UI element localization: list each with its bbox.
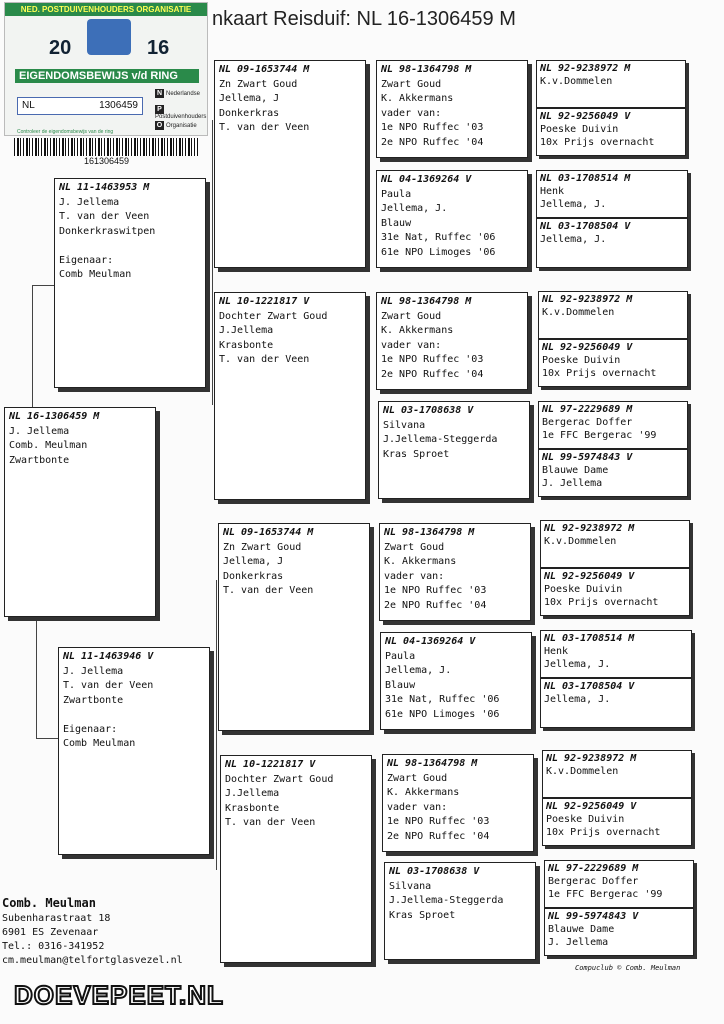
ggp-line: 1e NPO Ruffec '03 [384,585,487,596]
ring-side-n: N Nederlandse [156,90,201,97]
subject-ring: NL 16-1306459 M [9,411,100,422]
gen5-card [536,218,688,268]
grandparent-line: Donkerkras [223,570,284,582]
connector [32,285,54,286]
grandparent-line: Jellema, J [219,93,280,104]
dam-line: T. van der Veen [63,680,154,691]
ggp-line: Blauw [385,679,416,691]
owner-phone: Tel.: 0316-341952 [2,941,105,952]
gen5-ring: NL 92-9238972 M [546,753,637,764]
gen5-line: Bergerac Doffer [542,417,633,428]
gen5-ring: NL 92-9256049 V [540,111,631,122]
grandparent-line: Jellema, J [223,556,284,567]
sire-line: Comb Meulman [59,269,132,280]
ggp-line: vader van: [381,339,442,351]
grandparent-line: T. van der Veen [223,585,314,596]
ring-year-left: 20 [49,37,72,59]
gen5-line: J. Jellema [542,478,603,489]
grandparent-line: Zn Zwart Goud [219,78,298,90]
gen5-card [540,678,692,728]
ggp-line: Zwart Goud [384,541,445,553]
ggp-line: K. Akkermans [387,787,460,798]
gen5-card [540,568,690,616]
gen5-ring: NL 97-2229689 M [548,863,639,874]
gen5-line: Blauwe Dame [542,465,609,476]
gen5-line: K.v.Dommelen [542,307,615,318]
grandparent-card [214,60,366,268]
ggp-line: 2e NPO Ruffec '04 [384,599,487,611]
great-grandparent-card [376,170,528,268]
ggp-line: K. Akkermans [381,93,454,104]
ggp-line: K. Akkermans [381,325,454,336]
gen5-card [542,798,692,846]
ring-certificate [4,2,208,136]
gen5-card [544,860,694,908]
dam-line [63,708,205,723]
ggp-line: Blauw [381,217,412,229]
sire-line: Donkerkraswitpen [59,225,156,237]
great-grandparent-card [380,632,532,730]
gen5-line: K.v.Dommelen [540,76,613,87]
gen5-ring: NL 03-1708504 V [544,681,635,692]
ggp-line: vader van: [381,107,442,119]
gen5-line: Poeske Duivin [544,584,623,595]
great-grandparent-card [384,862,536,960]
gen5-line: 1e FFC Bergerac '99 [548,889,663,900]
ggp-ring: NL 03-1708638 V [383,405,474,416]
ggp-line: Kras Sproet [389,909,456,921]
grandparent-card [220,755,372,963]
gen5-ring: NL 92-9256049 V [546,801,637,812]
gen5-ring: NL 92-9256049 V [542,342,633,353]
gen5-card [536,60,686,108]
gen5-ring: NL 97-2229689 M [542,404,633,415]
gen5-line: Poeske Duivin [540,124,619,135]
ring-country: NL [22,100,35,111]
ggp-line: Jellema, J. [385,665,452,676]
grandparent-line: J.Jellema [225,788,280,799]
gen5-ring: NL 03-1708514 M [540,173,631,184]
owner-email: cm.meulman@telfortglasvezel.nl [2,955,183,966]
ggp-line: 61e NPO Limoges '06 [385,708,500,720]
page-title: nkaart Reisduif: NL 16-1306459 M [212,8,516,30]
gen5-card [538,291,688,339]
grandparent-line: Krasbonte [225,802,280,814]
gen5-line: 10x Prijs overnacht [542,368,657,379]
ring-number: 1306459 [99,100,138,111]
grandparent-ring: NL 10-1221817 V [225,759,316,770]
ggp-line: 2e NPO Ruffec '04 [387,830,490,842]
connector [212,120,213,405]
ggp-line: 31e Nat, Ruffec '06 [381,232,496,243]
grandparent-line: T. van der Veen [219,354,310,365]
ggp-line: 31e Nat, Ruffec '06 [385,694,500,705]
gen5-card [538,449,688,497]
grandparent-line: Krasbonte [219,339,274,351]
ggp-ring: NL 98-1364798 M [381,296,472,307]
gen5-line: Poeske Duivin [546,814,625,825]
connector [32,285,33,410]
ggp-line: Paula [385,650,416,662]
ggp-line: K. Akkermans [384,556,457,567]
ggp-line: 2e NPO Ruffec '04 [381,136,484,148]
ggp-line: vader van: [387,801,448,813]
barcode-icon [14,138,198,156]
owner-street: Subenharastraat 18 [2,913,111,924]
ggp-ring: NL 98-1364798 M [384,527,475,538]
gen5-ring: NL 03-1708504 V [540,221,631,232]
ggp-line: Paula [381,188,412,200]
dam-line: Eigenaar: [63,723,118,735]
ggp-line: 2e NPO Ruffec '04 [381,368,484,380]
grandparent-line: Dochter Zwart Goud [225,773,334,785]
ggp-line: Kras Sproet [383,448,450,460]
sire-card [54,178,206,388]
grandparent-ring: NL 09-1653744 M [223,527,314,538]
gen5-ring: NL 92-9256049 V [544,571,635,582]
gen5-line: Jellema, J. [540,199,607,210]
gen5-line: Blauwe Dame [548,924,615,935]
ggp-line: Silvana [383,419,426,431]
ring-side-p: PPostduivenhouders [155,106,207,120]
gen5-line: 10x Prijs overnacht [544,597,659,608]
ggp-ring: NL 98-1364798 M [387,758,478,769]
gen5-line: K.v.Dommelen [544,536,617,547]
ggp-line: 1e NPO Ruffec '03 [381,122,484,133]
gen5-line: 10x Prijs overnacht [546,827,661,838]
gen5-line: Poeske Duivin [542,355,621,366]
grandparent-line: J.Jellema [219,325,274,336]
great-grandparent-card [379,523,531,621]
dam-ring: NL 11-1463946 V [63,651,154,662]
grandparent-line: Dochter Zwart Goud [219,310,328,322]
ggp-line: Jellema, J. [381,203,448,214]
gen5-ring: NL 92-9238972 M [540,63,631,74]
sire-line [59,239,201,254]
gen5-card [538,339,688,387]
subject-card [4,407,156,617]
sire-line: J. Jellema [59,196,120,208]
ggp-line: Zwart Goud [381,78,442,90]
gen5-ring: NL 99-5974843 V [548,911,639,922]
ggp-ring: NL 04-1369264 V [385,636,476,647]
ggp-line: 1e NPO Ruffec '03 [381,354,484,365]
gen5-line: J. Jellema [548,937,609,948]
dam-line: Zwartbonte [63,694,124,706]
gen5-line: 10x Prijs overnacht [540,137,655,148]
great-grandparent-card [376,60,528,158]
sire-ring: NL 11-1463953 M [59,182,150,193]
owner-city: 6901 ES Zevenaar [2,927,99,938]
gen5-ring: NL 03-1708514 M [544,633,635,644]
subject-line: J. Jellema [9,425,70,437]
dam-card [58,647,210,855]
subject-line: Zwartbonte [9,454,70,466]
lion-logo-icon [87,19,131,55]
ggp-line: 1e NPO Ruffec '03 [387,816,490,827]
gen5-line: 1e FFC Bergerac '99 [542,430,657,441]
ggp-line: Zwart Goud [387,772,448,784]
barcode-number: 161306459 [84,156,130,166]
gen5-card [540,630,692,678]
gen5-card [542,750,692,798]
gen5-ring: NL 92-9238972 M [542,294,633,305]
connector [216,580,217,870]
gen5-line: Jellema, J. [544,694,611,705]
grandparent-line: T. van der Veen [225,817,316,828]
great-grandparent-card [382,754,534,852]
grandparent-card [218,523,370,731]
ggp-line: vader van: [384,570,445,582]
gen5-card [536,170,688,218]
gen5-line: Jellema, J. [544,659,611,670]
great-grandparent-card [376,292,528,390]
ggp-line: 61e NPO Limoges '06 [381,246,496,258]
grandparent-ring: NL 10-1221817 V [219,296,310,307]
grandparent-card [214,292,366,500]
ggp-line: J.Jellema-Steggerda [389,895,504,906]
gen5-line: Henk [540,186,565,197]
ring-band: EIGENDOMSBEWIJS v/d RING [15,69,199,83]
gen5-card [536,108,686,156]
subject-line: Comb. Meulman [9,440,88,451]
ggp-ring: NL 03-1708638 V [389,866,480,877]
great-grandparent-card [378,401,530,499]
gen5-line: Bergerac Doffer [548,876,639,887]
gen5-line: K.v.Dommelen [546,766,619,777]
grandparent-line: Zn Zwart Goud [223,541,302,553]
dam-line: J. Jellema [63,665,124,677]
ggp-ring: NL 98-1364798 M [381,64,472,75]
ring-number-box [17,97,143,115]
ggp-line: Silvana [389,880,432,892]
grandparent-ring: NL 09-1653744 M [219,64,310,75]
dam-line: Comb Meulman [63,738,136,749]
gen5-card [538,401,688,449]
gen5-ring: NL 99-5974843 V [542,452,633,463]
grandparent-line: T. van der Veen [219,122,310,133]
grandparent-line: Donkerkras [219,107,280,119]
gen5-line: Jellema, J. [540,234,607,245]
owner-name: Comb. Meulman [2,896,96,910]
ring-year-right: 16 [147,37,170,59]
ring-header: NED. POSTDUIVENHOUDERS ORGANISATIE [5,3,207,16]
connector [36,738,60,739]
ggp-line: J.Jellema-Steggerda [383,434,498,445]
watermark-logo: DOEVEPEET.NL [14,980,224,1010]
sire-line: Eigenaar: [59,254,114,266]
gen5-card [544,908,694,956]
gen5-card [540,520,690,568]
connector [36,618,37,738]
ring-small-print: Controleer de eigendomsbewijs van de ring [17,129,114,135]
sire-line: T. van der Veen [59,211,150,222]
ggp-line: Zwart Goud [381,310,442,322]
ggp-ring: NL 04-1369264 V [381,174,472,185]
gen5-line: Henk [544,646,569,657]
ring-side-o: O Organisatie [156,122,197,129]
gen5-ring: NL 92-9238972 M [544,523,635,534]
credit-text: Compuclub © Comb. Meulman [575,964,681,972]
